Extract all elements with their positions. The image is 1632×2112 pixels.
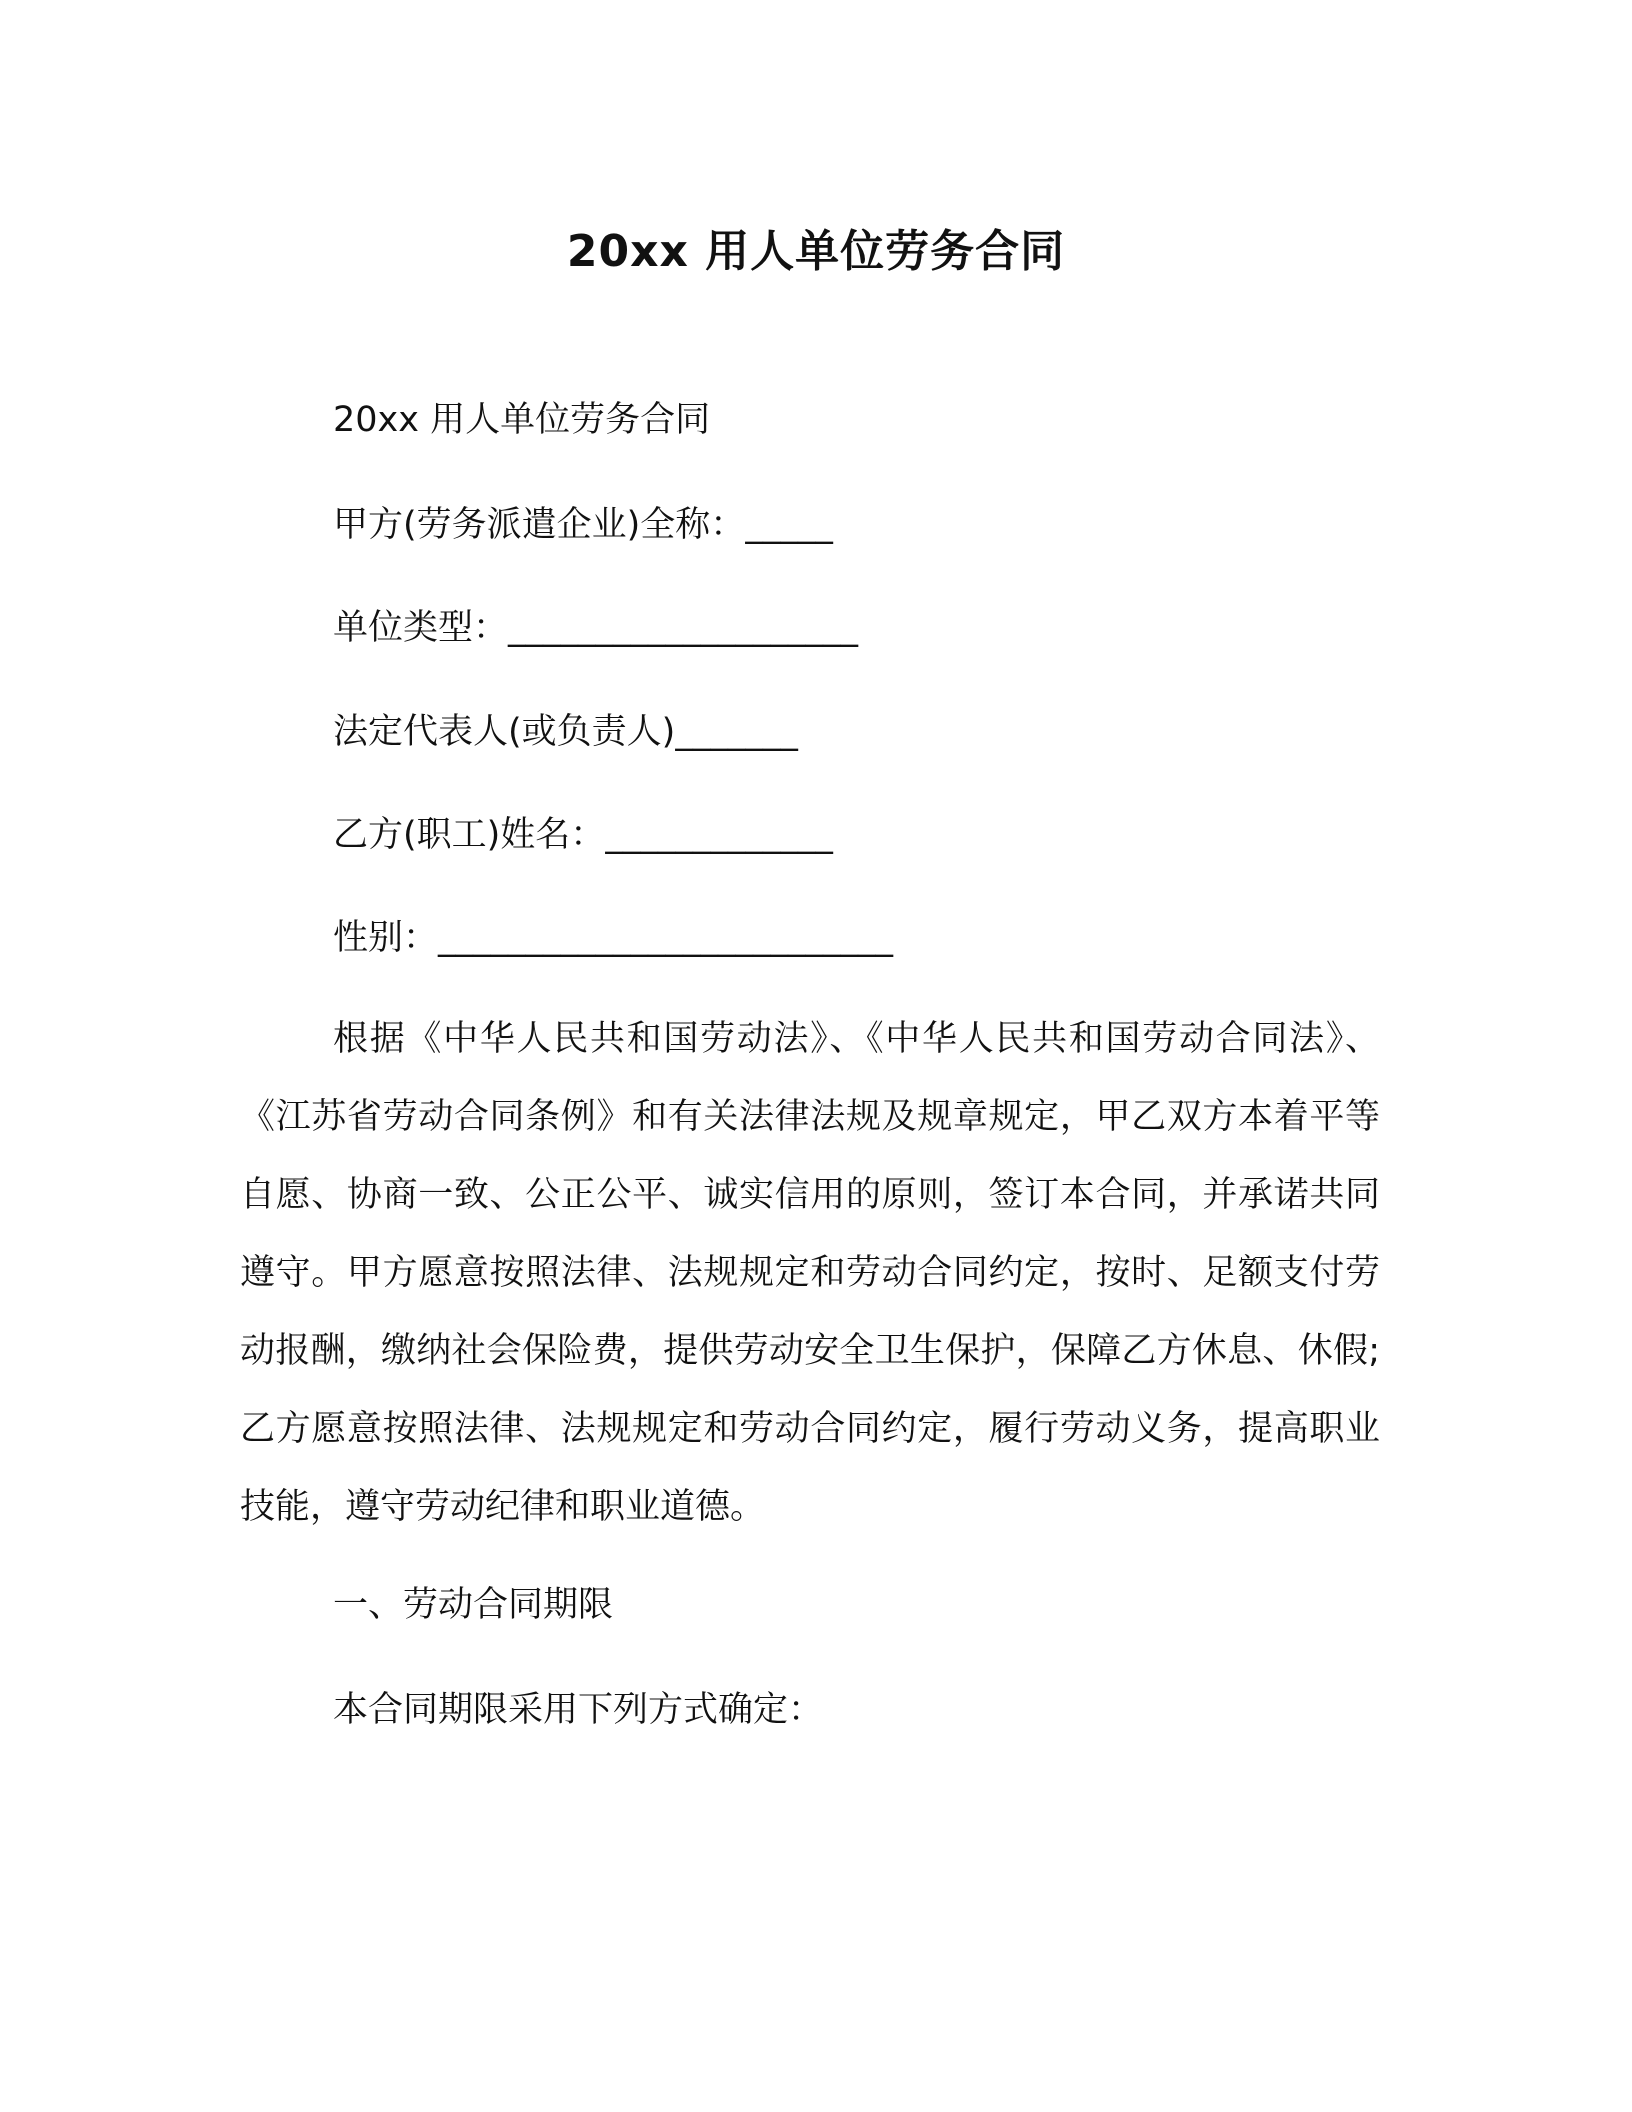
party-b-label: 乙方(职工)姓名： (333, 815, 606, 855)
legal-rep-blank: _______ (675, 712, 798, 752)
document-title: 20xx 用人单位劳务合同 (566, 226, 1066, 277)
legal-rep-field (333, 707, 798, 757)
gender-field (333, 913, 893, 963)
unit-type-blank: ____________________ (508, 608, 859, 648)
document-subtitle: 20xx 用人单位劳务合同 (333, 400, 711, 440)
party-a-field (333, 500, 833, 550)
preamble-paragraph: 根据《中华人民共和国劳动法》、《中华人民共和国劳动合同法》、《江苏省劳动合同条例》和有关法律法规及规章规定，甲乙双方本着平等自愿、协商一致、公正公平、诚实信用的原则，签订本合同，并承诺共同遵守。甲方愿意按照法律、法规规定和劳动合同约定，按时、足额支付劳动报酬，缴纳社会保险费，提供劳动安全卫生保护，保障乙方休息、休假;乙方愿意按照法律、法规规定和劳动合同约定，履行劳动义务，提高职业技能，遵守劳动纪律和职业道德。 (240, 1019, 1380, 1527)
section-1-text: 本合同期限采用下列方式确定： (333, 1690, 824, 1730)
party-a-blank: _____ (745, 505, 833, 545)
unit-type-label: 单位类型： (333, 608, 509, 648)
unit-type-field (333, 603, 858, 653)
party-a-label: 甲方(劳务派遣企业)全称： (333, 505, 746, 545)
legal-rep-label: 法定代表人(或负责人) (333, 712, 676, 752)
gender-label: 性别： (333, 918, 439, 958)
party-b-blank: _____________ (605, 815, 833, 855)
party-b-field (333, 810, 833, 860)
section-1-heading: 一、劳动合同期限 (333, 1585, 614, 1625)
gender-blank: __________________________ (438, 918, 894, 958)
